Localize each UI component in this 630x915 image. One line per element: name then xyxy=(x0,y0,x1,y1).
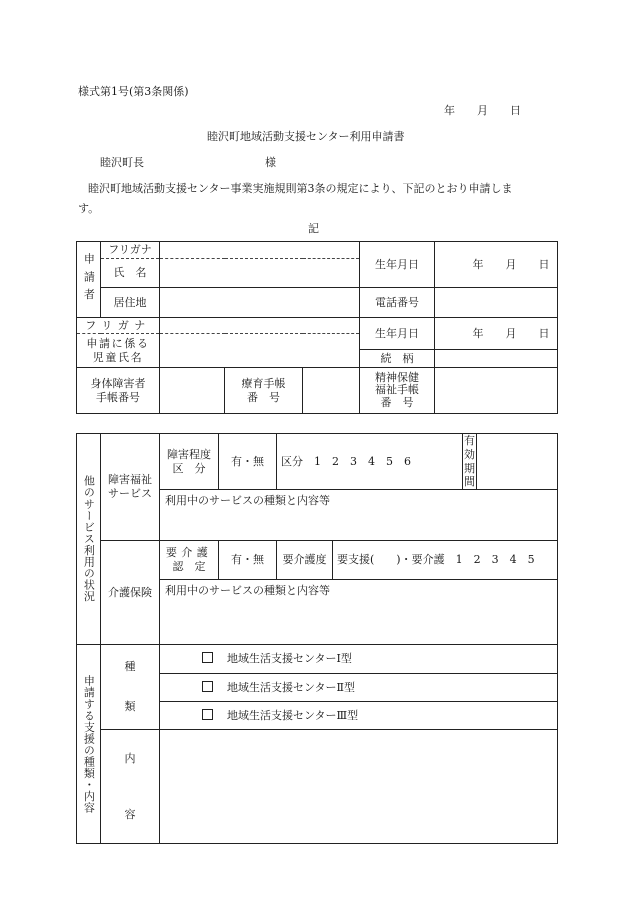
honorific: 様 xyxy=(265,156,276,169)
care-cert-label: 要介護 認 定 xyxy=(160,541,219,580)
body-text-line-1: 睦沢町地域活動支援センター事業実施規則第3条の規定により、下記のとおり申請しま xyxy=(88,182,513,195)
addressee: 睦沢町長 xyxy=(100,156,144,169)
severity-scale: 区分 1 2 3 4 5 6 xyxy=(277,434,463,490)
care-level-label: 要介護度 xyxy=(277,541,333,580)
care-level-scale: 要支援( )・要介護 1 2 3 4 5 xyxy=(333,541,558,580)
child-name-field xyxy=(160,334,360,368)
physical-notebook-label: 身体障害者 手帳番号 xyxy=(77,368,160,414)
child-birth-value: 年 月 日 xyxy=(435,318,558,350)
support-type-label: 種 類 xyxy=(101,645,160,730)
ryoiku-notebook-field xyxy=(303,368,360,414)
applicant-furigana-field xyxy=(160,242,360,259)
applicant-table xyxy=(76,241,558,414)
care-yes-no: 有・無 xyxy=(219,541,277,580)
support-option-3: 地域生活支援センターⅢ型 xyxy=(160,702,558,730)
welfare-in-use-field: 利用中のサービスの種類と内容等 xyxy=(160,490,558,541)
mental-notebook-field xyxy=(435,368,558,414)
care-in-use-field: 利用中のサービスの種類と内容等 xyxy=(160,580,558,645)
support-group-label: 申請する支援の種類・内容 xyxy=(77,645,101,844)
ryoiku-notebook-label: 療育手帳 番 号 xyxy=(225,368,303,414)
support-content-field xyxy=(160,730,558,844)
validity-label: 有効 期間 xyxy=(464,434,475,489)
validity-field xyxy=(477,434,558,490)
applicant-phone-label: 電話番号 xyxy=(360,288,435,318)
services-table xyxy=(76,433,558,844)
support-content-label: 内 容 xyxy=(101,730,160,844)
date-line: 年 月 日 xyxy=(444,104,521,117)
care-insurance-label: 介護保険 xyxy=(101,541,160,645)
form-number: 様式第1号(第3条関係) xyxy=(78,85,189,98)
checkbox-option-3[interactable] xyxy=(202,709,213,720)
applicant-group-label: 申請者 xyxy=(77,242,101,318)
applicant-birth-label: 生年月日 xyxy=(360,242,435,288)
page-title: 睦沢町地域活動支援センター利用申請書 xyxy=(207,130,405,143)
applicant-address-field xyxy=(160,288,360,318)
mental-notebook-label: 精神保健 福祉手帳 番 号 xyxy=(360,368,435,414)
welfare-services-label: 障害福祉 サービス xyxy=(101,434,160,541)
services-group-label: 他のサービス利用の状況 xyxy=(77,434,101,645)
support-option-2: 地域生活支援センターⅡ型 xyxy=(160,674,558,702)
checkbox-option-1[interactable] xyxy=(202,652,213,663)
applicant-furigana-label: フリガナ xyxy=(101,242,160,259)
applicant-birth-value: 年 月 日 xyxy=(435,242,558,288)
relation-field xyxy=(435,350,558,368)
checkbox-option-2[interactable] xyxy=(202,681,213,692)
child-name-label: 申請に係る 児童氏名 xyxy=(77,334,160,368)
child-furigana-label: フリガナ xyxy=(77,318,160,334)
applicant-phone-field xyxy=(435,288,558,318)
ki-mark: 記 xyxy=(308,222,319,235)
body-text-line-2: す。 xyxy=(78,202,100,215)
support-option-1: 地域生活支援センターⅠ型 xyxy=(160,645,558,674)
child-birth-label: 生年月日 xyxy=(360,318,435,350)
child-furigana-field xyxy=(160,318,360,334)
severity-label: 障害程度 区 分 xyxy=(160,434,219,490)
severity-yes-no: 有・無 xyxy=(219,434,277,490)
applicant-address-label: 居住地 xyxy=(101,288,160,318)
physical-notebook-field xyxy=(160,368,225,414)
applicant-name-label: 氏 名 xyxy=(101,259,160,288)
relation-label: 続 柄 xyxy=(360,350,435,368)
applicant-name-field xyxy=(160,259,360,288)
